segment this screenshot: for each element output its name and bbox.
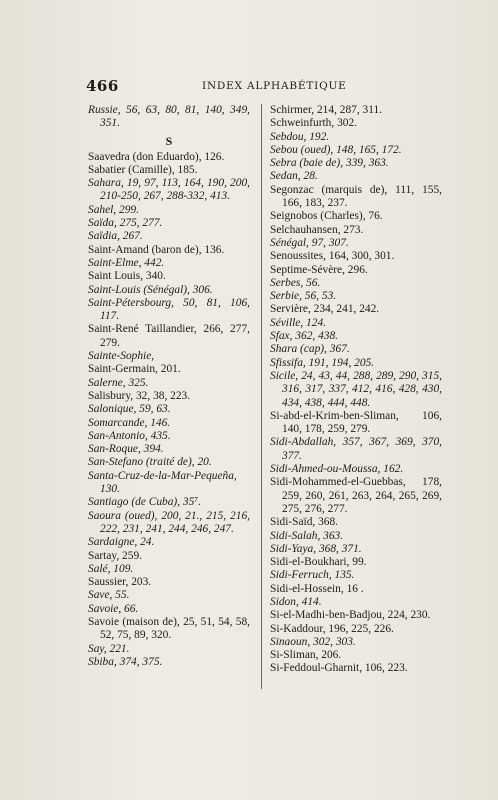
- index-entry: Sahel, 299.: [88, 203, 139, 216]
- index-entry: Sebra (baie de), 339, 363.: [270, 157, 389, 170]
- index-entry: Selchauhansen, 273.: [270, 223, 364, 236]
- index-entry: Shara (cap), 367.: [270, 343, 350, 356]
- index-entry: Si-el-Madhi-ben-Badjou, 224, 230.: [270, 609, 431, 622]
- index-entry: Saoura (oued), 200, 21., 215, 216, 222, 231, 241, 244, 246, 247.: [88, 509, 250, 535]
- column-divider: [261, 104, 262, 689]
- index-entry: Saussier, 203.: [88, 576, 152, 589]
- index-entry: Si-Feddoul-Gharnit, 106, 223.: [270, 662, 408, 675]
- running-title: INDEX ALPHABÉTIQUE: [202, 80, 347, 92]
- index-entry: Sardaigne, 24.: [88, 536, 155, 549]
- index-entry: Servière, 234, 241, 242.: [270, 303, 380, 316]
- index-entry: Seignobos (Charles), 76.: [270, 210, 383, 223]
- index-entry: Saint-Pétersbourg, 50, 81, 106, 117.: [88, 296, 250, 323]
- index-entry: Sfax, 362, 438.: [270, 330, 339, 343]
- index-entry: Si-Sliman, 206.: [270, 649, 342, 662]
- index-entry: Saint-Elme, 442.: [88, 256, 165, 269]
- index-entry: Sidi-Yaya, 368, 371.: [270, 542, 362, 555]
- index-entry: Sebdou, 192.: [270, 130, 330, 143]
- index-entry: Saïdia, 267.: [88, 230, 143, 243]
- index-entry: Santa-Cruz-de-la-Mar-Pequeña, 130.: [88, 469, 237, 496]
- index-entry: Saavedra (don Eduardo), 126.: [88, 150, 225, 163]
- index-entry: Sidi-el-Boukhari, 99.: [270, 556, 367, 569]
- index-entry: San-Antonio, 435.: [88, 429, 171, 442]
- index-entry: Salonique, 59, 63.: [88, 403, 171, 416]
- index-entry: Sidi-Ferruch, 135.: [270, 569, 355, 582]
- page-number: 466: [86, 77, 119, 95]
- index-entry: Sfissifa, 191, 194, 205.: [270, 356, 375, 369]
- index-entry: Saint-Germain, 201.: [88, 363, 181, 376]
- index-entry: Sahara, 19, 97, 113, 164, 190, 200, 210-250, 267, 288-332, 413.: [88, 177, 250, 203]
- index-entry: Saint-Amand (baron de), 136.: [88, 243, 225, 256]
- index-entry: Somarcande, 146.: [88, 416, 171, 429]
- index-entry: Serbie, 56, 53.: [270, 290, 337, 303]
- index-entry: Salerne, 325.: [88, 376, 149, 389]
- index-entry: Sbiba, 374, 375.: [88, 655, 163, 668]
- index-entry: Sartay, 259.: [88, 549, 142, 562]
- index-entry: Schweinfurth, 302.: [270, 117, 357, 130]
- index-entry: Saïda, 275, 277.: [88, 217, 163, 230]
- index-entry: Si-abd-el-Krim-ben-Sliman, 106, 140, 178, 259, 279.: [270, 409, 442, 436]
- index-entry: Russie, 56, 63, 80, 81, 140, 349, 351.: [88, 104, 250, 130]
- index-column-right: [270, 104, 442, 676]
- index-entry: Sinaoun, 302, 303.: [270, 635, 356, 648]
- index-entry: Sidi-Saïd, 368.: [270, 516, 339, 529]
- index-entry: Senoussites, 164, 300, 301.: [270, 250, 395, 263]
- index-entry: Septime-Sévère, 296.: [270, 263, 368, 276]
- index-entry: Sebou (oued), 148, 165, 172.: [270, 143, 402, 156]
- index-entry: Sidi-Mohammed-el-Guebbas, 178, 259, 260, 261, 263, 264, 265, 269, 275, 276, 277.: [270, 476, 442, 515]
- index-entry: Save, 55.: [88, 589, 130, 602]
- index-entry: Salisbury, 32, 38, 223.: [88, 389, 191, 402]
- index-entry: Séville, 124.: [270, 316, 326, 329]
- index-entry: Say, 221.: [88, 642, 130, 655]
- index-entry: San-Stefano (traité de), 20.: [88, 456, 212, 469]
- index-entry: Santiago (de Cuba), 35⁷.: [88, 496, 202, 509]
- section-letter: S: [165, 133, 173, 148]
- index-entry: Sicile, 24, 43, 44, 288, 289, 290, 315, 316, 317, 337, 412, 416, 428, 430, 434, 438, 444, 448.: [270, 369, 442, 409]
- index-entry: Sidi-Abdallah, 357, 367, 369, 370, 377.: [270, 436, 442, 462]
- index-entry: Sidi-Ahmed-ou-Moussa, 162.: [270, 463, 404, 476]
- index-entry: Schirmer, 214, 287, 311.: [270, 104, 383, 116]
- index-entry: Saint Louis, 340.: [88, 270, 166, 283]
- index-entry: Salé, 109.: [88, 562, 134, 575]
- index-entry: Sedan, 28.: [270, 170, 318, 183]
- index-entry: Sidon, 414.: [270, 595, 322, 608]
- index-entry: Serbes, 56.: [270, 276, 321, 289]
- index-entry: Sidi-el-Hossein, 16 .: [270, 582, 364, 595]
- index-entry: Si-Kaddour, 196, 225, 226.: [270, 622, 394, 635]
- index-entry: Sabatier (Camille), 185.: [88, 163, 198, 176]
- index-entry: San-Roque, 394.: [88, 443, 164, 456]
- index-column-left: [88, 104, 250, 669]
- index-entry: Saint-René Taillandier, 266, 277, 279.: [88, 323, 250, 349]
- running-header: [86, 77, 441, 95]
- index-entry: Sénégal, 97, 307.: [270, 236, 349, 249]
- index-entry: Savoie (maison de), 25, 51, 54, 58, 52, 75, 89, 320.: [88, 615, 250, 642]
- index-entry: Sainte-Sophie,: [88, 350, 155, 363]
- index-entry: Segonzac (marquis de), 111, 155, 166, 183, 237.: [270, 183, 442, 210]
- index-entry: Savoie, 66.: [88, 602, 139, 615]
- index-entry: Sidi-Salah, 363.: [270, 529, 344, 542]
- index-entry: Saint-Louis (Sénégal), 306.: [88, 283, 213, 296]
